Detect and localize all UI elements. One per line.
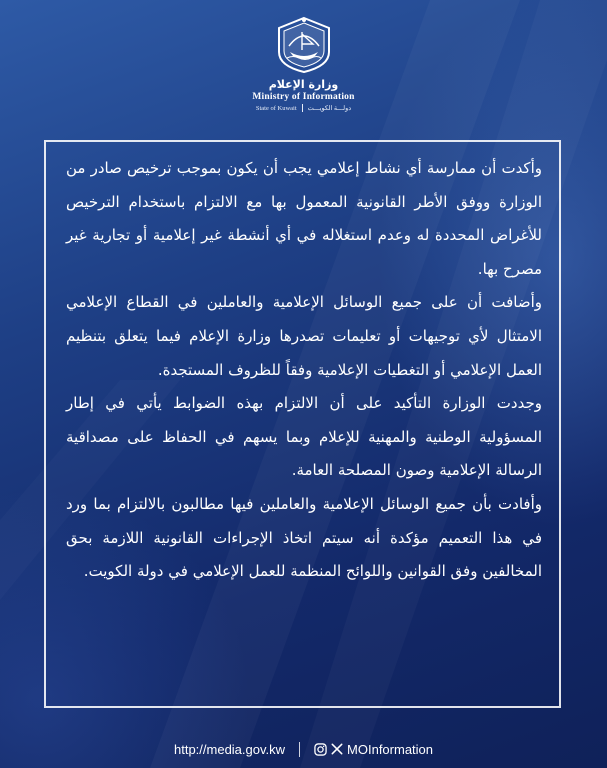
statement-paragraph: وأكدت أن ممارسة أي نشاط إعلامي يجب أن يكون بموجب ترخيص صادر من الوزارة ووفق الأطر القانونية المعمول بها مع الالتزام باستخدام الترخيص للأغراض المحددة له وعدم استغلاله في أي أنشطة غير إعلامية أو تجارية غير مصرح بها.: [66, 159, 542, 278]
instagram-icon[interactable]: [314, 743, 327, 756]
header: [0, 14, 607, 134]
state-separator: [302, 104, 303, 112]
statement-body: [66, 152, 542, 589]
statement-paragraph: وجددت الوزارة التأكيد على أن الالتزام بهذه الضوابط يأتي في إطار المسؤولية الوطنية والمهنية للإعلام وبما يسهم في الحفاظ على مصداقية الرسالة الإعلامية وصون المصلحة العامة.: [66, 394, 542, 480]
social-handle[interactable]: MOInformation: [347, 741, 434, 757]
state-name-arabic: دولـــة الكويـــت: [307, 105, 352, 112]
state-line: [256, 104, 351, 112]
kuwait-state-emblem-icon: [269, 14, 339, 76]
statement-paragraph: وأفادت بأن جميع الوسائل الإعلامية والعاملين فيها مطالبون بالالتزام بما ورد في هذا التعميم مؤكدة أنه سيتم اتخاذ الإجراءات القانونية اللازمة بحق المخالفين وفق القوانين واللوائح المنظمة للعمل الإعلامي في دولة الكويت.: [66, 494, 542, 581]
state-name-english: State of Kuwait: [255, 104, 297, 112]
footer: [0, 736, 607, 762]
ministry-name-english: Ministry of Information: [252, 92, 355, 102]
x-icon[interactable]: [331, 743, 343, 755]
ministry-name-arabic: وزارة الإعلام: [268, 78, 339, 91]
statement-paragraph: وأضافت أن على جميع الوسائل الإعلامية والعاملين في القطاع الإعلامي الامتثال لأي توجيهات أو تعليمات تصدرها وزارة الإعلام فيما يتعلق بتنظيم العمل الإعلامي أو التغطيات الإعلامية وفقاً للظروف المستجدة.: [66, 293, 542, 379]
website-link[interactable]: http://media.gov.kw: [173, 741, 286, 757]
footer-divider: [299, 742, 300, 757]
social-handle-group[interactable]: [314, 742, 433, 757]
